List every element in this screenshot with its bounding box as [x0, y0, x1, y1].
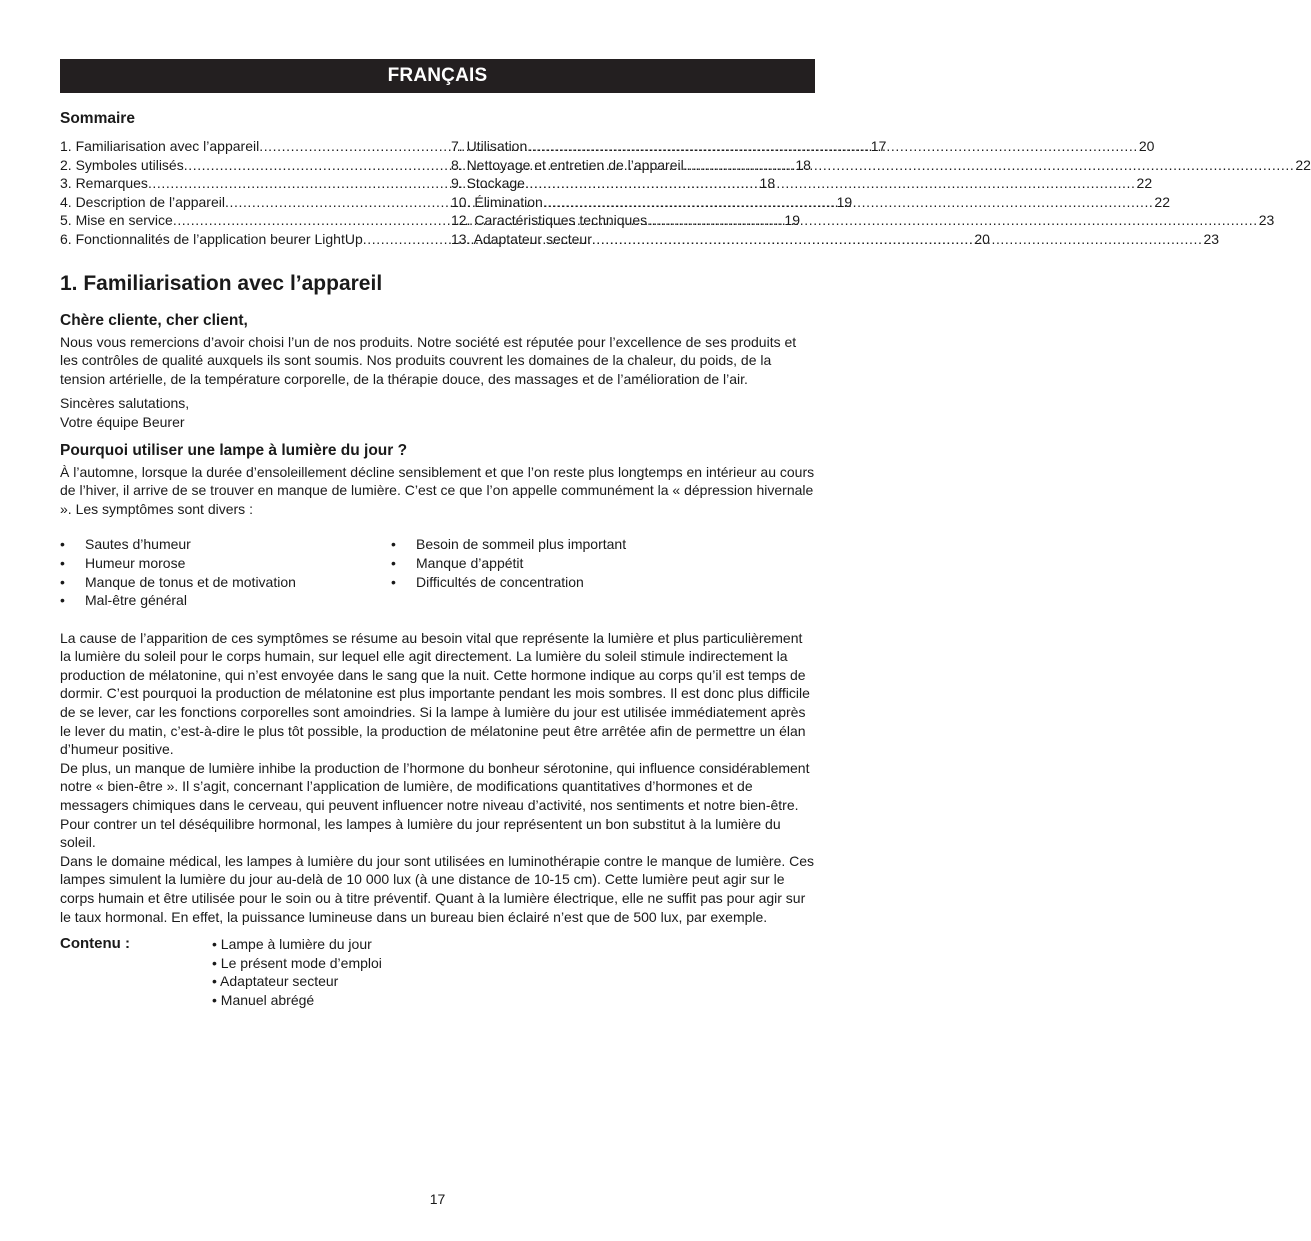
contents-item: • Le présent mode d’emploi — [212, 954, 382, 973]
manual-page — [60, 59, 1311, 1010]
toc-entry[interactable]: 9. Stockage ..... 22 — [451, 174, 815, 193]
toc-entry[interactable]: 6. Fonctionnalités de l’application beurer LightUp ..... 20 — [60, 230, 424, 249]
toc-entry[interactable]: 8. Nettoyage et entretien de l’appareil ..... 22 — [451, 156, 815, 175]
signature-team: Votre équipe Beurer — [60, 413, 185, 430]
contents-item: • Manuel abrégé — [212, 991, 382, 1010]
symptom-item: • Besoin de sommeil plus important — [391, 535, 626, 554]
toc-entry[interactable]: 12. Caractéristiques techniques ..... 23 — [451, 211, 815, 230]
table-of-contents — [60, 137, 1311, 249]
symptom-item: • Sautes d’humeur — [60, 535, 391, 554]
language-title: FRANÇAIS — [387, 64, 488, 86]
symptom-item: • Manque de tonus et de motivation — [60, 573, 391, 592]
toc-entry[interactable]: 10. Élimination ..... 22 — [451, 193, 815, 212]
intro-paragraph: Nous vous remercions d’avoir choisi l’un de nos produits. Notre société est réputée pour l’excellence de ses produits et les contrôles de qualité auxquels ils sont soumis. Nos produits couvrent les domaines de la chaleur, du poids, de la tension artérielle, de la température corporelle, de la thérapie douce, des massages et de l’amélioration de l’air. — [60, 333, 797, 387]
toc-title: Sommaire — [60, 110, 135, 127]
toc-entry[interactable]: 7. Utilisation ..... 20 — [451, 137, 815, 156]
why-heading: Pourquoi utiliser une lampe à lumière du jour ? — [60, 441, 408, 459]
symptom-item: • Difficultés de concentration — [391, 573, 626, 592]
contents-item: • Adaptateur secteur — [212, 972, 382, 991]
toc-entry[interactable]: 2. Symboles utilisés ..... 18 — [60, 156, 424, 175]
toc-entry[interactable]: 3. Remarques ..... 18 — [60, 174, 424, 193]
toc-entry[interactable]: 1. Familiarisation avec l’appareil ..... 17 — [60, 137, 424, 156]
language-banner — [60, 59, 815, 93]
contents-label: Contenu : — [60, 935, 130, 953]
contents-list — [212, 935, 382, 1009]
section-title: 1. Familiarisation avec l’appareil — [60, 271, 383, 295]
symptom-item: • Humeur morose — [60, 554, 391, 573]
symptom-column-left — [60, 535, 391, 609]
medical-paragraph: Dans le domaine médical, les lampes à lumière du jour sont utilisées en luminothérapie contre le manque de lumière. Ces lampes simulent la lumière du jour au-delà de 10 000 lux (à une distance de 10-15 cm). Cette lumière peut agir sur le corps humain et être utilisée pour le soin ou à titre préventif. Quant à la lumière électrique, elle ne suffit pas pour agir sur le taux hormonal. En effet, la puissance lumineuse dans un bureau bien éclairé n’est que de 500 lux, par exemple. — [60, 852, 815, 925]
contents-item: • Lampe à lumière du jour — [212, 935, 382, 954]
greeting-heading: Chère cliente, cher client, — [60, 311, 248, 329]
serotonin-paragraph: De plus, un manque de lumière inhibe la production de l’hormone du bonheur sérotonine, qui influence considérablement notre « bien-être ». Il s’agit, concernant l’application de lumière, de modifications quantitatives d’hormones et de messagers chimiques dans le cerveau, qui peuvent influencer notre niveau d’activité, nos sentiments et notre bien-être. Pour contrer un tel déséquilibre hormonal, les lampes à lumière du jour représentent un bon substitut à la lumière du soleil. — [60, 759, 810, 851]
toc-entry[interactable]: 13. Adaptateur secteur ..... 23 — [451, 230, 815, 249]
symptom-list — [60, 535, 815, 609]
symptom-item: • Manque d’appétit — [391, 554, 626, 573]
page-number: 17 — [429, 1191, 446, 1207]
why-paragraph: À l’automne, lorsque la durée d’ensoleillement décline sensiblement et que l’on reste plus longtemps en intérieur au cours de l’hiver, il arrive de se trouver en manque de lumière. C’est ce que l’on appelle communément la « dépression hivernale ». Les symptômes sont divers : — [60, 463, 815, 517]
cause-paragraph: La cause de l’apparition de ces symptômes se résume au besoin vital que représente la lumière et plus particulièrement la lumière du soleil pour le corps humain, sur lequel elle agit directement. La lumière du soleil stimule indirectement la production de mélatonine, qui n’est envoyée dans le sang que la nuit. Cette hormone indique au corps qu’il est temps de dormir. C’est pourquoi la production de mélatonine est plus importante pendant les mois sombres. Il est donc plus difficile de se lever, car les fonctions corporelles sont amoindries. Si la lampe à lumière du jour est utilisée immédiatement après le lever du matin, c’est-à-dire le plus tôt possible, la production de mélatonine peut être arrêtée afin de permettre un élan d’humeur positive. — [60, 629, 810, 758]
toc-entry[interactable]: 5. Mise en service ..... 19 — [60, 211, 424, 230]
package-contents — [60, 935, 815, 1009]
signature-line: Sincères salutations, — [60, 395, 190, 412]
toc-entry[interactable]: 4. Description de l’appareil ..... 19 — [60, 193, 424, 212]
symptom-column-right — [391, 535, 626, 609]
symptom-item: • Mal-être général — [60, 591, 391, 610]
